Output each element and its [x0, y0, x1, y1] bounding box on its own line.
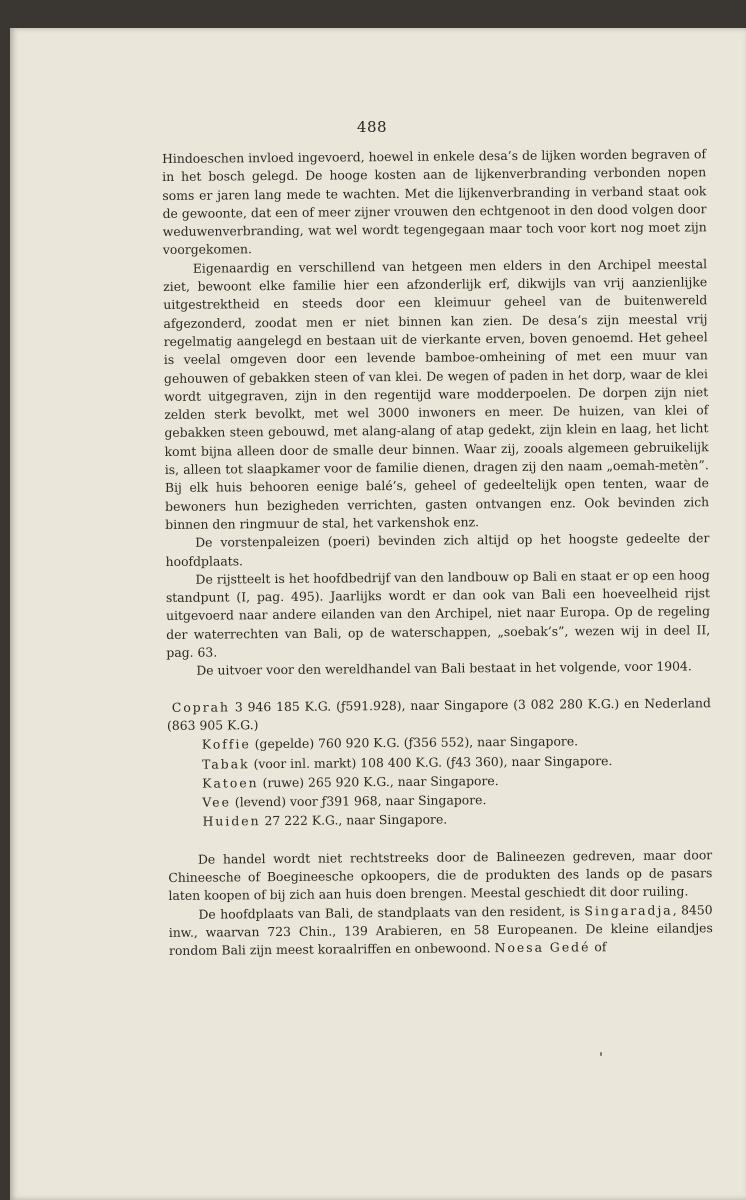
- paragraph-5: De uitvoer voor den wereldhandel van Bali bestaat in het volgende, voor 1904.: [196, 658, 692, 679]
- export-list: [167, 694, 712, 832]
- export-item: [167, 694, 711, 735]
- export-product: Vee: [202, 794, 231, 810]
- export-details: (voor inl. markt) 108 400 K.G. (ƒ43 360), naar Singapore.: [249, 752, 613, 771]
- export-details: 27 222 K.G., naar Singapore.: [260, 811, 448, 829]
- ink-speck: [600, 1052, 602, 1056]
- paragraph-7-part-c: of: [590, 939, 607, 955]
- body-text: [162, 145, 713, 960]
- export-product: Coprah: [171, 699, 231, 715]
- export-product: Huiden: [202, 813, 261, 830]
- paragraph-7: [169, 901, 713, 961]
- export-details: (ruwe) 265 920 K.G., naar Singapore.: [258, 772, 499, 790]
- export-details: (gepelde) 760 920 K.G. (ƒ356 552), naar Singapore.: [250, 733, 579, 752]
- export-product: Katoen: [202, 774, 259, 791]
- place-name: Singaradja: [584, 902, 673, 918]
- export-details: 3 946 185 K.G. (ƒ591.928), naar Singapore (3 082 280 K.G.) en Nederland (863 905 K.G.): [166, 694, 711, 733]
- paragraph-7-part-b: , 8450 inw., waarvan 723 Chin., 139 Arabieren, en 58 Europeanen. De kleine eilandjes rondom Bali zijn meest koraalriffen en onbewoond.: [168, 901, 713, 959]
- book-page: [10, 28, 746, 1200]
- paragraph-2: Eigenaardig en verschillend van hetgeen men elders in den Archipel meestal ziet, bewoont elke familie hier een afzonderlijk erf, dikwijls van vrij aanzienlijke uitgestrektheid en steeds door een kleimuur geheel van de buitenwereld afgezonderd, zoodat men er niet binnen kan zien. De desa’s zijn meestal vrij regelmatig aangelegd en bestaan uit de vierkante erven, boven genoemd. Het geheel is veelal omgeven door een levende bamboe-omheining of met een muur van gehouwen of gebakken steen of van klei. De wegen of paden in het dorp, waar de klei wordt uitgegraven, zijn in den regentijd ware modderpoelen. De dorpen zijn niet zelden sterk bevolkt, met wel 3000 inwoners en meer. De huizen, van klei of gebakken steen gebouwd, met alang-alang of atap gedekt, zijn klein en laag, het licht komt bijna alleen door de smalle deur binnen. Waar zij, zooals algemeen gebruikelijk is, alleen tot slaapkamer voor de familie dienen, dragen zij den naam „oemah-metèn”. Bij elk huis behooren eenige balé’s, geheel of gedeeltelijk open tenten, waar de bewoners hun bezigheden verrichten, gasten ontvangen enz. Ook bevinden zich binnen den ringmuur de stal, het varkenshok enz.: [163, 256, 710, 532]
- paragraph-7-part-a: De hoofdplaats van Bali, de standplaats van den resident, is: [198, 902, 585, 922]
- export-product: Tabak: [201, 755, 250, 772]
- export-details: (levend) voor ƒ391 968, naar Singapore.: [230, 792, 487, 810]
- export-product: Koffie: [201, 736, 251, 752]
- place-name: Noesa Gedé: [494, 939, 591, 956]
- paragraph-4: De rijstteelt is het hoofdbedrijf van den landbouw op Bali en staat er op een hoog standpunt (I, pag. 495). Jaarlijks wordt er dan ook van Bali een hoeveelheid rijst uitgevoerd naar andere eilanden van den Archipel, niet naar Europa. Op de regeling der waterrechten van Bali, op de waterschappen, „soebak’s”, wezen wij in deel II, pag. 63.: [165, 567, 711, 660]
- page-number: 488: [356, 118, 388, 136]
- paragraph-3: De vorstenpaleizen (poeri) bevinden zich altijd op het hoogste gedeelte der hoofdplaats.: [165, 530, 710, 569]
- paragraph-1: Hindoeschen invloed ingevoerd, hoewel in enkele desa’s de lijken worden begraven of in het bosch gelegd. De hooge kosten aan de lijkenverbranding verbonden nopen soms er jaren lang mede te wachten. Met die lijkenverbranding in verband staat ook de gewoonte, dat een of meer zijner vrouwen den echtgenoot in den dood volgen door weduwenverbranding, wat wel wordt tegengegaan maar toch voor kort nog moet zijn voorgekomen.: [162, 146, 707, 258]
- paragraph-6: De handel wordt niet rechtstreeks door de Balineezen gedreven, maar door Chineesche of Boegineesche opkoopers, die de produkten des lands op de pasars laten koopen of bij zich aan huis doen brengen. Meestal geschiedt dit door ruiling.: [168, 846, 713, 904]
